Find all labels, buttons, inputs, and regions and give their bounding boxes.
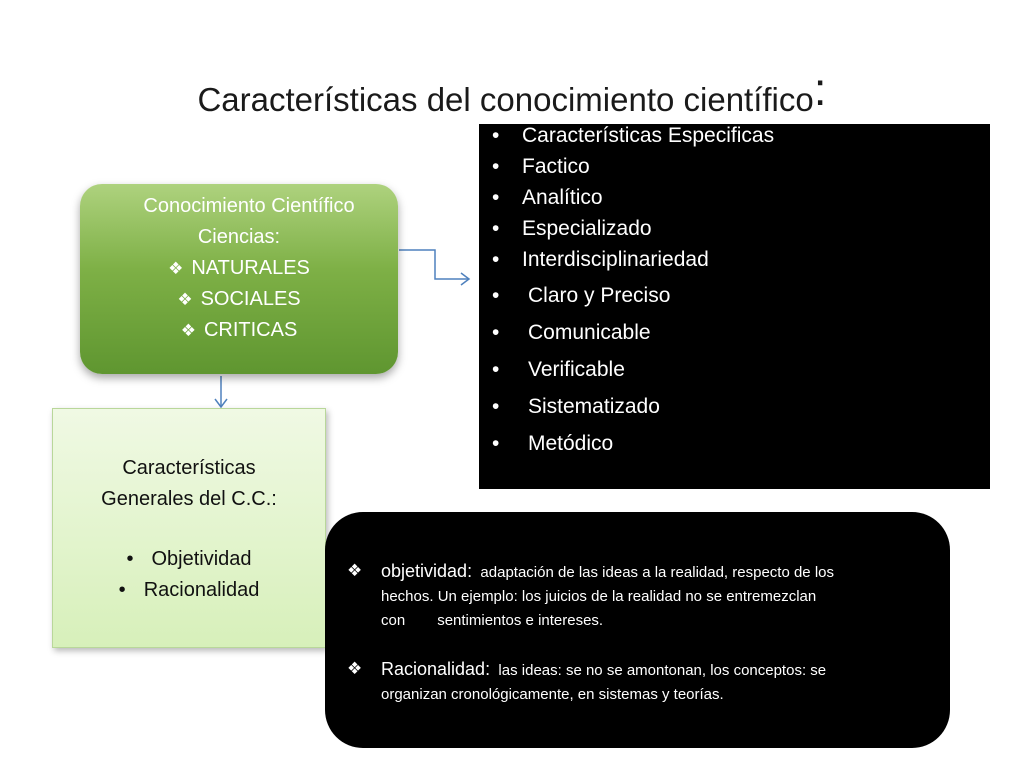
list-item: • Características Especificas xyxy=(492,124,775,147)
general-item-objetividad: • Objetividad xyxy=(126,548,252,570)
diamond-bullet-icon: ❖ xyxy=(168,259,184,278)
general-item-racionalidad: • Racionalidad xyxy=(118,579,260,601)
diamond-bullet-icon: ❖ xyxy=(347,659,363,678)
bullet-icon: • xyxy=(492,155,500,178)
list-item: • Interdisciplinariedad xyxy=(492,248,709,271)
bullet-icon: • xyxy=(492,217,500,240)
definition-objetividad: ❖ objetividad: adaptación de las ideas a la realidad, respecto de los hechos. Un ejemplo: los juicios de la realidad no se entremezclan con sentimientos e intereses. xyxy=(347,561,834,629)
specific-characteristics-list xyxy=(479,124,990,489)
term-objetividad: objetividad: xyxy=(381,561,473,581)
list-item: • Analítico xyxy=(492,186,603,209)
diamond-bullet-icon: ❖ xyxy=(347,561,363,580)
list-item: • Sistematizado xyxy=(492,395,660,418)
bullet-icon: • xyxy=(492,248,500,271)
term-racionalidad: Racionalidad: xyxy=(381,659,491,679)
diamond-bullet-icon: ❖ xyxy=(180,321,196,340)
science-item-criticas: ❖ CRITICAS xyxy=(180,319,298,341)
bullet-icon: • xyxy=(492,395,500,418)
list-item: • Especializado xyxy=(492,217,652,240)
bullet-icon: • xyxy=(492,284,500,307)
general-heading-line1: Características xyxy=(122,457,256,479)
general-heading-line2: Generales del C.C.: xyxy=(101,488,277,510)
list-item: • Metódico xyxy=(492,432,614,455)
bullet-icon: • xyxy=(126,548,134,570)
list-item: • Factico xyxy=(492,155,590,178)
scientific-knowledge-box xyxy=(80,184,398,374)
definitions-box xyxy=(325,512,950,748)
title-colon: : xyxy=(813,63,827,115)
general-characteristics-box xyxy=(52,408,326,648)
diamond-bullet-icon: ❖ xyxy=(177,290,193,309)
green-box-heading: Conocimiento Científico xyxy=(143,195,355,217)
science-item-naturales: ❖ NATURALES xyxy=(168,257,310,279)
bullet-icon: • xyxy=(492,124,500,147)
bullet-icon: • xyxy=(118,579,126,601)
definition-racionalidad: ❖ Racionalidad: las ideas: se no se amontonan, los conceptos: se organizan cronológicamente, en sistemas y teorías. xyxy=(347,659,827,703)
arrow-right-connector xyxy=(399,250,468,279)
green-box-subheading: Ciencias: xyxy=(197,226,281,248)
list-item: • Claro y Preciso xyxy=(492,284,671,307)
list-item: • Verificable xyxy=(492,358,625,381)
bullet-icon: • xyxy=(492,186,500,209)
bullet-icon: • xyxy=(492,321,500,344)
bullet-icon: • xyxy=(492,432,500,455)
science-item-sociales: ❖ SOCIALES xyxy=(177,288,301,310)
bullet-icon: • xyxy=(492,358,500,381)
title-text: Características del conocimiento científico xyxy=(197,81,814,118)
list-item: • Comunicable xyxy=(492,321,651,344)
